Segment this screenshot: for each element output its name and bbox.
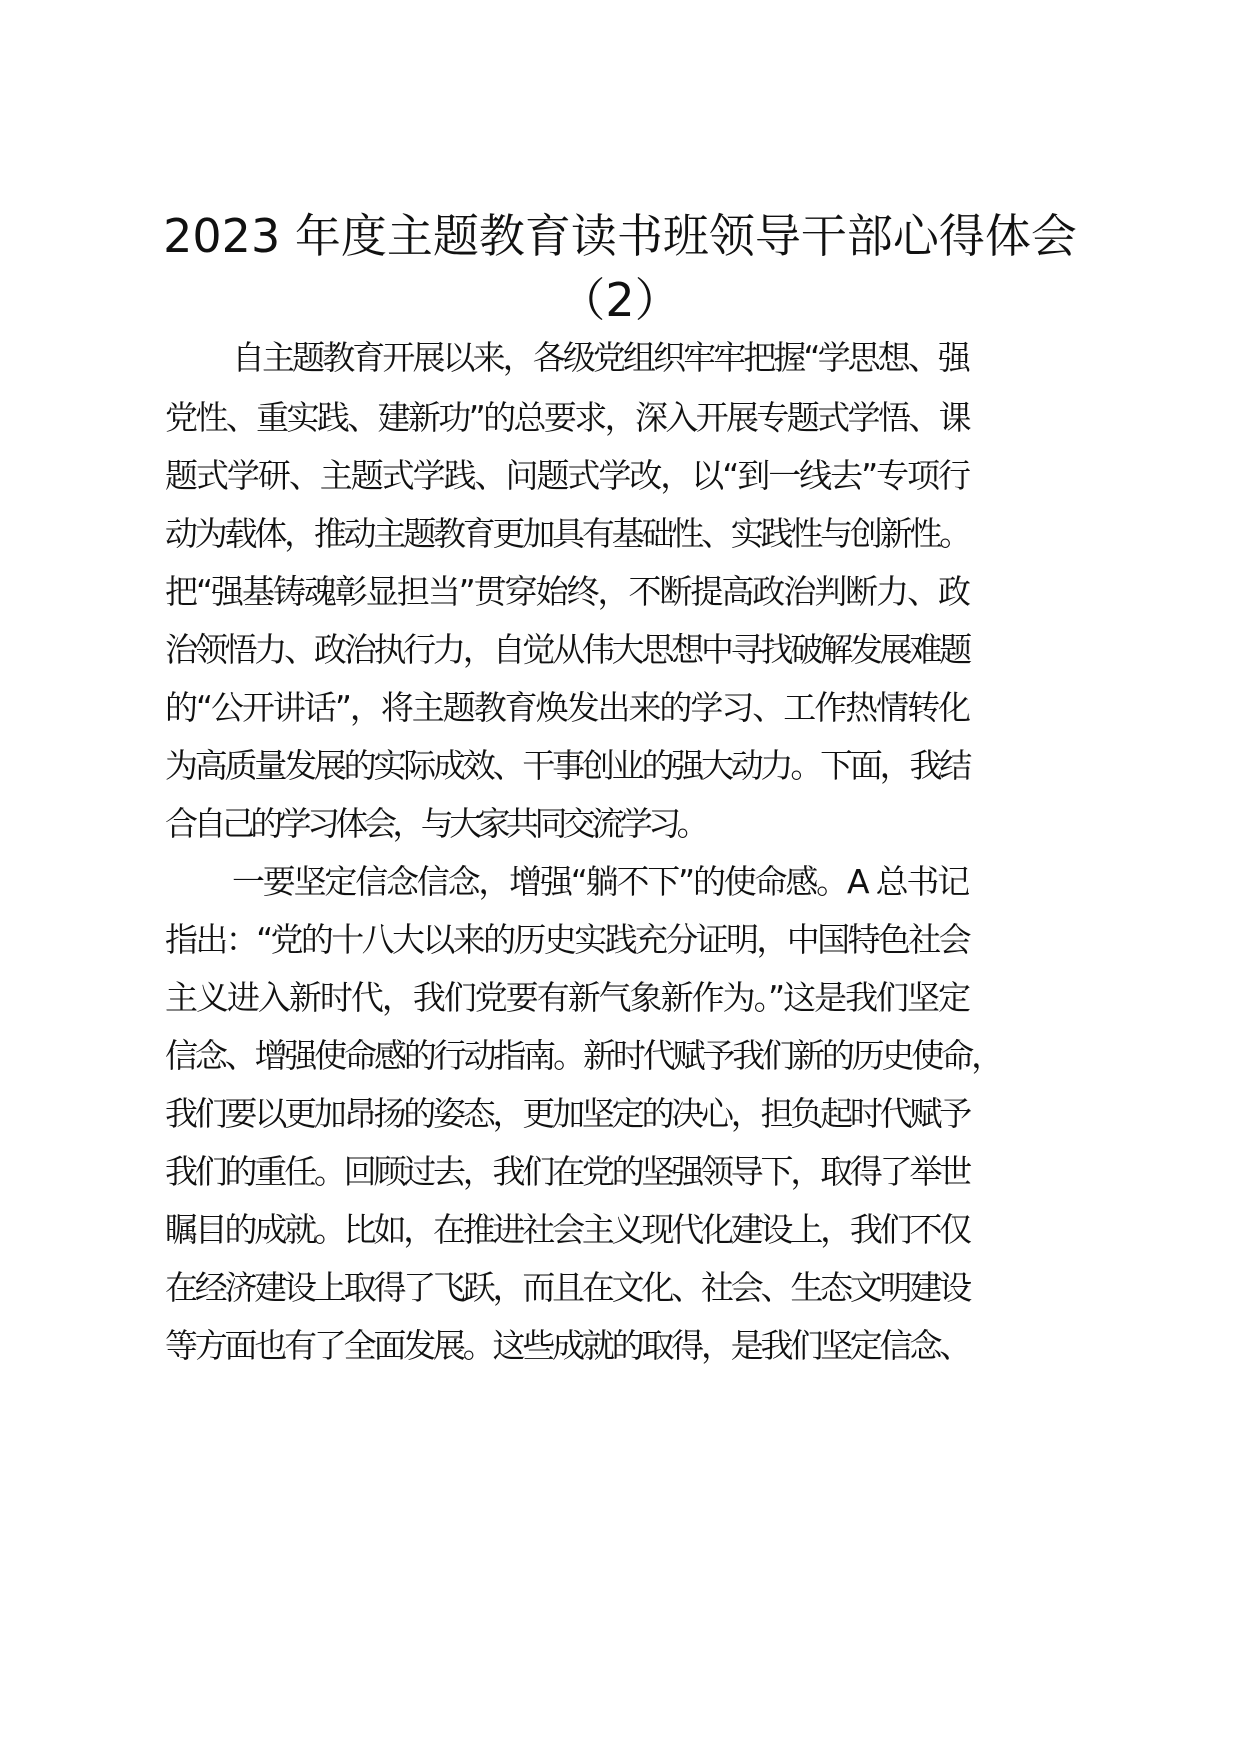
- paragraph-line: 的“公开讲话”，将主题教育焕发出来的学习、工作热情转化: [165, 688, 969, 727]
- paragraph-line: 信念、增强使命感的行动指南。新时代赋予我们新的历史使命，: [165, 1036, 1002, 1075]
- paragraph-line: 把“强基铸魂彰显担当”贯穿始终，不断提高政治判断力、政: [165, 572, 969, 611]
- paragraph-line: 合自己的学习体会，与大家共同交流学习。: [165, 804, 706, 843]
- paragraph-line: 治领悟力、政治执行力，自觉从伟大思想中寻找破解发展难题: [165, 630, 970, 669]
- paragraph-line: 为高质量发展的实际成效、干事创业的强大动力。下面，我结: [165, 746, 970, 785]
- paragraph-line: 指出：“党的十八大以来的历史实践充分证明，中国特色社会: [165, 920, 969, 959]
- paragraph-line: 我们要以更加昂扬的姿态，更加坚定的决心，担负起时代赋予: [165, 1094, 970, 1133]
- paragraph-line: 在经济建设上取得了飞跃，而且在文化、社会、生态文明建设: [165, 1268, 970, 1307]
- paragraph-line: 瞩目的成就。比如，在推进社会主义现代化建设上，我们不仅: [165, 1210, 970, 1249]
- paragraph-line: 动为载体，推动主题教育更加具有基础性、实践性与创新性。: [165, 514, 970, 553]
- paragraph-line: 我们的重任。回顾过去，我们在党的坚强领导下，取得了举世: [165, 1152, 970, 1191]
- paragraph-line: 题式学研、主题式学践、问题式学改，以“到一线去”专项行: [165, 456, 969, 495]
- paragraph-first-line: 自主题教育开展以来，各级党组织牢牢把握“学思想、强: [232, 338, 968, 377]
- document-title-number: （2）: [559, 273, 681, 327]
- document-title: 2023 年度主题教育读书班领导干部心得体会: [163, 209, 1077, 263]
- paragraph-first-line: 一要坚定信念信念，增强“躺不下”的使命感。A 总书记: [232, 862, 968, 901]
- paragraph-line: 党性、重实践、建新功”的总要求，深入开展专题式学悟、课: [165, 398, 969, 437]
- paragraph-line: 主义进入新时代，我们党要有新气象新作为。”这是我们坚定: [165, 978, 969, 1017]
- paragraph-line: 等方面也有了全面发展。这些成就的取得，是我们坚定信念、: [165, 1326, 970, 1365]
